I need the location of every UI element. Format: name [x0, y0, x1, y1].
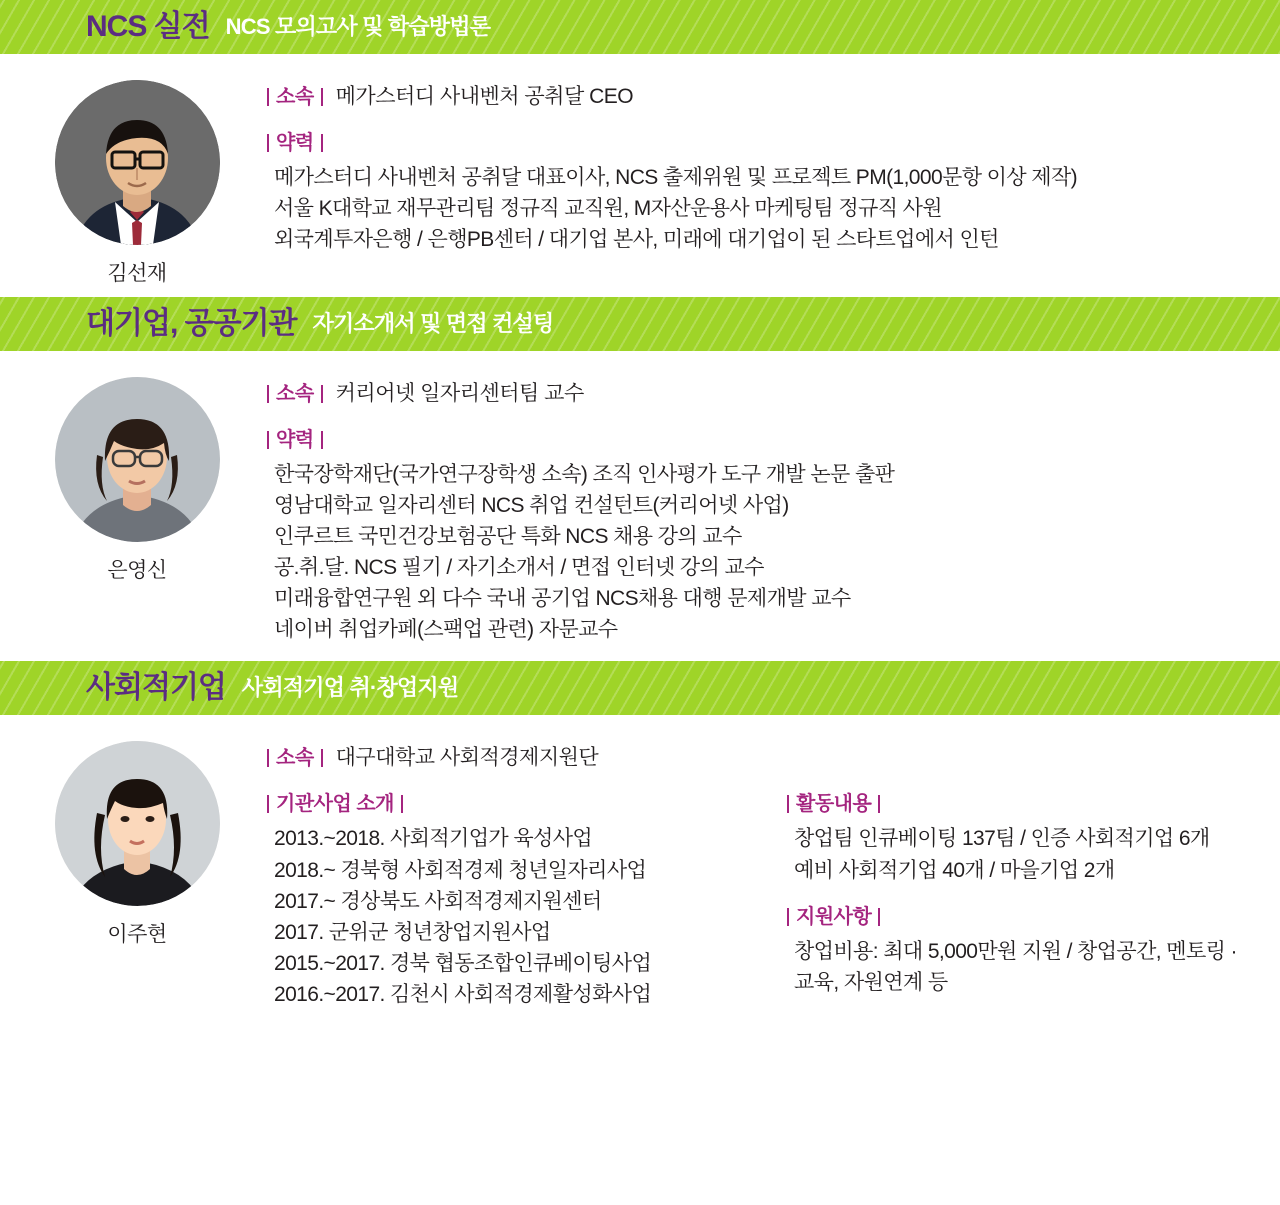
- career-line: 미래융합연구원 외 다수 국내 공기업 NCS채용 대행 문제개발 교수: [274, 587, 851, 611]
- support-lines: [786, 936, 1250, 998]
- banner-title: NCS 실전: [86, 10, 210, 43]
- programs-label: 기관사업 소개: [266, 793, 404, 815]
- career-line: 메가스터디 사내벤처 공취달 대표이사, NCS 출제위원 및 프로젝트 PM(1,000문항 이상 제작): [274, 166, 1078, 189]
- activities-label: 활동내용: [786, 793, 881, 815]
- career-lines: [266, 162, 1250, 255]
- program-line: 2017.~ 경상북도 사회적경제지원센터: [274, 889, 602, 913]
- programs-block: [266, 793, 746, 1009]
- programs-lines: [266, 823, 746, 1009]
- activities-lines: [786, 823, 1250, 885]
- career-line: 서울 K대학교 재무관리팀 정규직 교직원, M자산운용사 마케팅팀 정규직 사원: [274, 197, 942, 221]
- profile-ncs: [0, 54, 1280, 297]
- affiliation-row: [266, 741, 1250, 771]
- info-column: [266, 741, 1280, 1017]
- banner-subtitle: 사회적기업 취·창업지원: [241, 675, 459, 701]
- programs-column: [266, 793, 746, 1017]
- banner-title: 사회적기업: [86, 671, 226, 705]
- program-line: 2017. 군위군 청년창업지원사업: [274, 920, 551, 944]
- career-line: 공.취.달. NCS 필기 / 자기소개서 / 면접 인터넷 강의 교수: [274, 556, 764, 580]
- support-label: 지원사항: [786, 906, 881, 928]
- career-lines: [266, 459, 1250, 645]
- program-line: 2015.~2017. 경북 협동조합인큐베이팅사업: [274, 951, 652, 975]
- affiliation-value: 메가스터디 사내벤처 공취달 CEO: [335, 85, 634, 108]
- activity-line: 예비 사회적기업 40개 / 마을기업 2개: [794, 858, 1115, 882]
- career-block: [266, 429, 1250, 645]
- support-block: [786, 906, 1250, 998]
- career-block: [266, 132, 1250, 255]
- photo-column: [0, 741, 266, 1017]
- activities-column: [786, 793, 1250, 1017]
- person-name: 이주현: [107, 923, 167, 947]
- career-line: 인쿠르트 국민건강보험공단 특화 NCS 채용 강의 교수: [274, 525, 742, 549]
- section-banner-ncs: [0, 0, 1280, 54]
- affiliation-label: 소속: [266, 747, 324, 769]
- info-column: [266, 377, 1280, 651]
- info-column: [266, 80, 1280, 287]
- section-banner-social-enterprise: [0, 661, 1280, 715]
- affiliation-row: [266, 377, 1250, 407]
- program-line: 2013.~2018. 사회적기업가 육성사업: [274, 827, 593, 851]
- affiliation-value: 커리어넷 일자리센터팀 교수: [335, 382, 584, 405]
- photo-column: [0, 377, 266, 651]
- two-column-details: [266, 793, 1250, 1017]
- banner-subtitle: 자기소개서 및 면접 컨설팅: [312, 311, 554, 336]
- profile-corporate: [0, 351, 1280, 661]
- male-portrait-photo: [55, 80, 220, 245]
- program-line: 2018.~ 경북형 사회적경제 청년일자리사업: [274, 858, 647, 882]
- activities-block: [786, 793, 1250, 885]
- banner-title: 대기업, 공공기관: [86, 307, 297, 340]
- activity-line: 창업팀 인큐베이팅 137팀 / 인증 사회적기업 6개: [794, 827, 1210, 851]
- female-portrait-photo: [55, 377, 220, 542]
- support-line: 창업비용: 최대 5,000만원 지원 / 창업공간, 멘토링 ·: [794, 939, 1237, 963]
- career-label: 약력: [266, 429, 324, 451]
- affiliation-row: [266, 80, 1250, 110]
- section-banner-corporate: [0, 297, 1280, 351]
- banner-subtitle: NCS 모의고사 및 학습방법론: [225, 14, 491, 39]
- program-line: 2016.~2017. 김천시 사회적경제활성화사업: [274, 982, 652, 1006]
- photo-column: [0, 80, 266, 287]
- career-line: 영남대학교 일자리센터 NCS 취업 컨설턴트(커리어넷 사업): [274, 494, 789, 518]
- affiliation-label: 소속: [266, 86, 324, 108]
- career-line: 외국계투자은행 / 은행PB센터 / 대기업 본사, 미래에 대기업이 된 스타트업에서 인턴: [274, 228, 999, 252]
- profile-social-enterprise: [0, 715, 1280, 1027]
- person-name: 은영신: [107, 559, 167, 582]
- career-line: 네이버 취업카페(스팩업 관련) 자문교수: [274, 618, 618, 642]
- affiliation-value: 대구대학교 사회적경제지원단: [335, 746, 599, 770]
- female-portrait-photo-2: [55, 741, 220, 906]
- support-line: 교육, 자원연계 등: [794, 970, 948, 994]
- person-name: 김선재: [107, 262, 167, 285]
- career-label: 약력: [266, 132, 324, 154]
- affiliation-label: 소속: [266, 383, 324, 405]
- career-line: 한국장학재단(국가연구장학생 소속) 조직 인사평가 도구 개발 논문 출판: [274, 463, 895, 486]
